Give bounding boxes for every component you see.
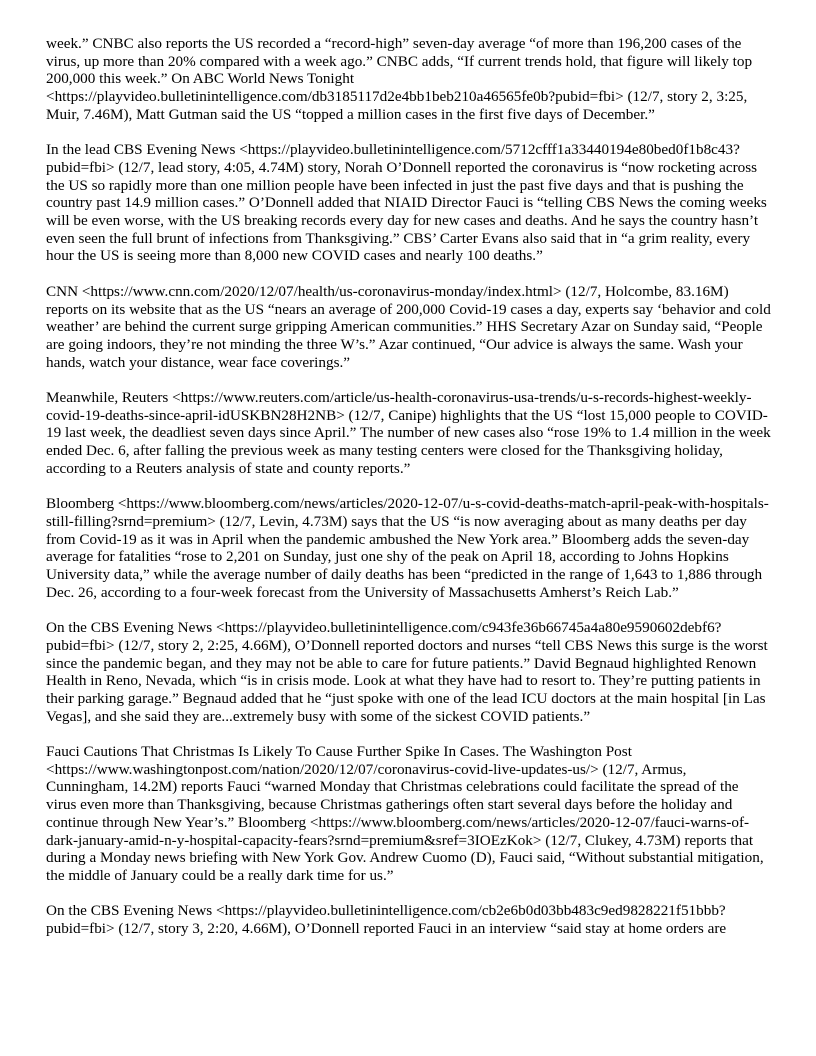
document-page: [46, 35, 772, 955]
paragraph-cnn: CNN <https://www.cnn.com/2020/12/07/health/us-coronavirus-monday/index.html> (12/7, Holcombe, 83.16M) reports on its website that as the US “nears an average of 200,000 Covid-19 cases a day, experts say ‘behavior and cold weather’ are behind the current surge gripping American communities.” HHS Secretary Azar on Sunday said, “People are going indoors, they’re not minding the three W’s.” Azar continued, “Our advice is always the same. Wash your hands, watch your distance, wear face coverings.”: [46, 282, 771, 371]
paragraph-cbs-story-3: On the CBS Evening News <https://playvideo.bulletinintelligence.com/cb2e6b0d03bb483c9ed9828221f51bbb?pubid=fbi> (12/7, story 3, 2:20, 4.66M), O’Donnell reported Fauci in an interview “said stay at home orders are: [46, 902, 727, 938]
paragraph-reuters: Meanwhile, Reuters <https://www.reuters.com/article/us-health-coronavirus-usa-trends/u-s-records-highest-weekly-covid-19-deaths-since-april-idUSKBN28H2NB> (12/7, Canipe) highlights that the US “lost 15,000 people to COVID-19 last week, the deadliest seven days since April.” The number of new cases also “rose 19% to 1.4 million in the week ended Dec. 6, after falling the previous week as many testing centers were closed for the Thanksgiving holiday, according to a Reuters analysis of state and county reports.”: [46, 389, 771, 477]
paragraph-cbs-lead-story: In the lead CBS Evening News <https://playvideo.bulletinintelligence.com/5712cfff1a33440194e80bed0f1b8c43?pubid=fbi> (12/7, lead story, 4:05, 4.74M) story, Norah O’Donnell reported the coronavirus is “now rocketing across the US so rapidly more than one million people have been infected in just the past five days and that is pushing the country past 14.9 million cases.” O’Donnell added that NIAID Director Fauci is “telling CBS News the coming weeks will be even worse, with the US breaking records every day for new cases and deaths. And he says the country hasn’t even seen the full brunt of infections from Thanksgiving.” CBS’ Carter Evans also said that in “a grim reality, every hour the US is seeing more than 8,000 new COVID cases and nearly 100 deaths.”: [46, 141, 767, 265]
paragraph-fauci-christmas: Fauci Cautions That Christmas Is Likely To Cause Further Spike In Cases. The Washington Post <https://www.washingtonpost.com/nation/2020/12/07/coronavirus-covid-live-updates-us/> (12/7, Armus, Cunningham, 14.2M) reports Fauci “warned Monday that Christmas celebrations could facilitate the spread of the virus even more than Thanksgiving, because Christmas gatherings often start several days before the holiday and continue through New Year’s.” Bloomberg <https://www.bloomberg.com/news/articles/2020-12-07/fauci-warns-of-dark-january-amid-n-y-hospital-capacity-fears?srnd=premium&sref=3IOEzKok> (12/7, Clukey, 4.73M) reports that during a Monday news briefing with New York Gov. Andrew Cuomo (D), Fauci said, “Without substantial mitigation, the middle of January could be a really dark time for us.”: [46, 743, 764, 884]
paragraph-bloomberg-deaths: Bloomberg <https://www.bloomberg.com/news/articles/2020-12-07/u-s-covid-deaths-match-april-peak-with-hospitals-still-filling?srnd=premium> (12/7, Levin, 4.73M) says that the US “is now averaging about as many deaths per day from Covid-19 as it was in April when the pandemic ambushed the New York area.” Bloomberg adds the seven-day average for fatalities “rose to 2,201 on Sunday, just one shy of the peak on April 18, according to Johns Hopkins University data,” while the average number of daily deaths has been “predicted in the range of 1,643 to 1,886 through Dec. 26, according to a four-week forecast from the University of Massachusetts Amherst’s Reich Lab.”: [46, 495, 769, 601]
paragraph-cbs-story-2: On the CBS Evening News <https://playvideo.bulletinintelligence.com/c943fe36b66745a4a80e9590602debf6?pubid=fbi> (12/7, story 2, 2:25, 4.66M), O’Donnell reported doctors and nurses “tell CBS News this surge is the worst since the pandemic began, and they may not be able to care for future patients.” David Begnaud highlighted Renown Health in Reno, Nevada, which “is in crisis mode. Look at what they have had to resort to. They’re putting patients in their parking garage.” Begnaud added that he “just spoke with one of the lead ICU doctors at the main hospital [in Las Vegas], and she said they are...extremely busy with some of the sickest COVID patients.”: [46, 619, 768, 725]
paragraph-cnbc-abc: week.” CNBC also reports the US recorded a “record-high” seven-day average “of more than 196,200 cases of the virus, up more than 20% compared with a week ago.” CNBC adds, “If current trends hold, that figure will likely top 200,000 this week.” On ABC World News Tonight <https://playvideo.bulletinintelligence.com/db3185117d2e4bb1beb210a46565fe0b?pubid=fbi> (12/7, story 2, 3:25, Muir, 7.46M), Matt Gutman said the US “topped a million cases in the first five days of December.”: [46, 35, 753, 123]
